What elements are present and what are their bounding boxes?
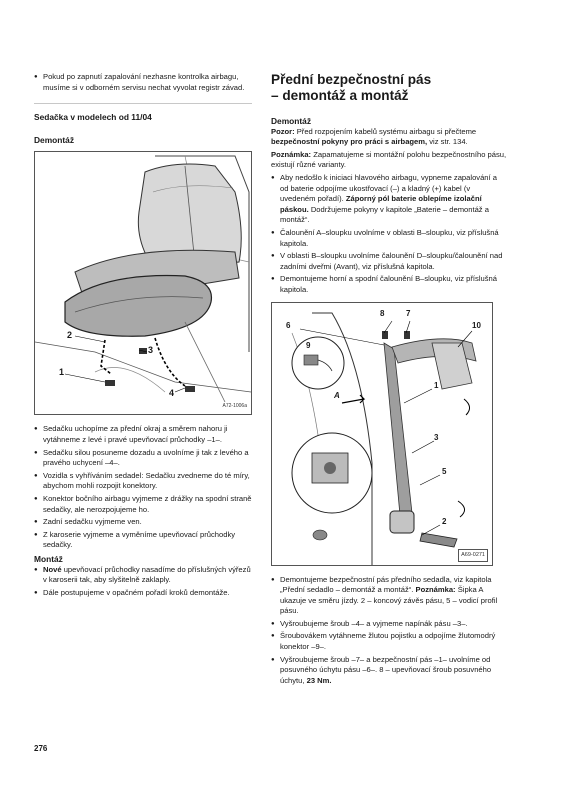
callout-7: 7 [406,308,411,318]
seat-illustration [35,152,251,414]
callout-8: 8 [380,308,385,318]
left-column [34,72,252,600]
figure-id: A72-1006a [222,402,247,409]
figure-id: A69-0271 [458,549,488,562]
callout-3: 3 [434,432,439,442]
removal-step: ● Aby nedošlo k iniciaci hlavového airbagu, vypneme zapalování a od baterie odpojíme ukostřovací (–) a kladný (+) kabel (v uvedeném pořadí). Záporný pól baterie oblepíme izolační páskou. Dodržujeme pokyny v kapitole „Baterie – demontáž a montáž“. [271,173,507,226]
removal-step: ● Zadní sedačku vyjmeme ven. [34,517,252,528]
callout-1: 1 [434,380,439,390]
removal-step: ● Z karoserie vyjmeme a vyměníme upevňovací průchodky sedačky. [34,530,252,551]
removal-step: ● Konektor bočního airbagu vyjmeme z drážky na spodní straně sedačky, ale nerozpojujeme ho. [34,494,252,515]
intro-bullet: ● Pokud po zapnutí zapalování nezhasne kontrolka airbagu, musíme si v odborném servisu nechat vyvolat registr závad. [34,72,252,93]
callout-10: 10 [472,320,481,330]
removal-step: ● Sedačku silou posuneme dozadu a uvolníme ji tak z levého a pravého uchycení –4–. [34,448,252,469]
install-step: ● Dále postupujeme v opačném pořadí kroků demontáže. [34,588,252,599]
removal-step: ● Vozidla s vyhříváním sedadel: Sedačku zvedneme do té míry, abychom mohli rozpojit konektory. [34,471,252,492]
seatbelt-figure [271,302,493,566]
callout-5: 5 [442,466,447,476]
removal-step: ● Čalounění A–sloupku uvolníme v oblasti B–sloupku, viz příslušná kapitola. [271,228,507,249]
callout-3: 3 [148,345,154,356]
callout-1: 1 [59,367,65,378]
callout-6: 6 [286,320,291,330]
direction-arrow-label: A [334,390,340,400]
removal-step: ● V oblasti B–sloupku uvolníme čalounění D–sloupku/čalounění nad zadními dveřmi (Avant), viz příslušná kapitola. [271,251,507,272]
removal-step: ● Šroubovákem vytáhneme žlutou pojistku a odpojíme žlutomodrý konektor –9–. [271,631,507,652]
title-line-2: – demontáž a montáž [271,88,409,103]
callout-9: 9 [306,340,311,350]
removal-step: ● Vyšroubujeme šroub –4– a vyjmeme napínák pásu –3–. [271,619,507,630]
seat-figure [34,151,252,415]
right-column [271,72,507,688]
removal-step: ● Vyšroubujeme šroub –7– a bezpečnostní pás –1– uvolníme od posuvného úchytu pásu –6–. 8 – upevňovací šroub posuvného úchytu, 23 Nm. [271,655,507,687]
callout-2: 2 [442,516,447,526]
install-step: ● Nové upevňovací průchodky nasadíme do příslušných výřezů v karoserii tak, aby slyšitelně zaklaply. [34,565,252,586]
page-title [271,72,507,104]
removal-heading: Demontáž [271,116,312,126]
removal-step: ● Sedačku uchopíme za přední okraj a směrem nahoru ji vytáhneme z levé i pravé upevňovací průchodky –1–. [34,424,252,445]
note-paragraph: Poznámka: Zapamatujeme si montážní polohu bezpečnostního pásu, existují různé varianty. [271,149,507,170]
title-line-1: Přední bezpečnostní pás [271,72,432,87]
section-heading: Sedačka v modelech od 11/04 [34,112,152,123]
callout-4: 4 [169,388,175,399]
install-heading: Montáž [34,553,63,564]
removal-step: ● Demontujeme horní a spodní čalounění B–sloupku, viz příslušná kapitola. [271,274,507,295]
seatbelt-illustration [272,303,492,565]
removal-step: ● Demontujeme bezpečnostní pás předního sedadla, viz kapitola „Přední sedadlo – demontáž a montáž“. Poznámka: Šipka A ukazuje ve směru jízdy. 2 – koncový závěs pásu, 5 – vodicí profil pásu. [271,575,507,617]
callout-2: 2 [67,330,73,341]
removal-heading: Demontáž [34,134,75,145]
page-number: 276 [34,744,48,753]
section-divider [34,103,252,104]
warning-paragraph: Pozor: Před rozpojením kabelů systému airbagu si přečteme bezpečnostní pokyny pro práci s airbagem, viz str. 134. [271,126,477,147]
